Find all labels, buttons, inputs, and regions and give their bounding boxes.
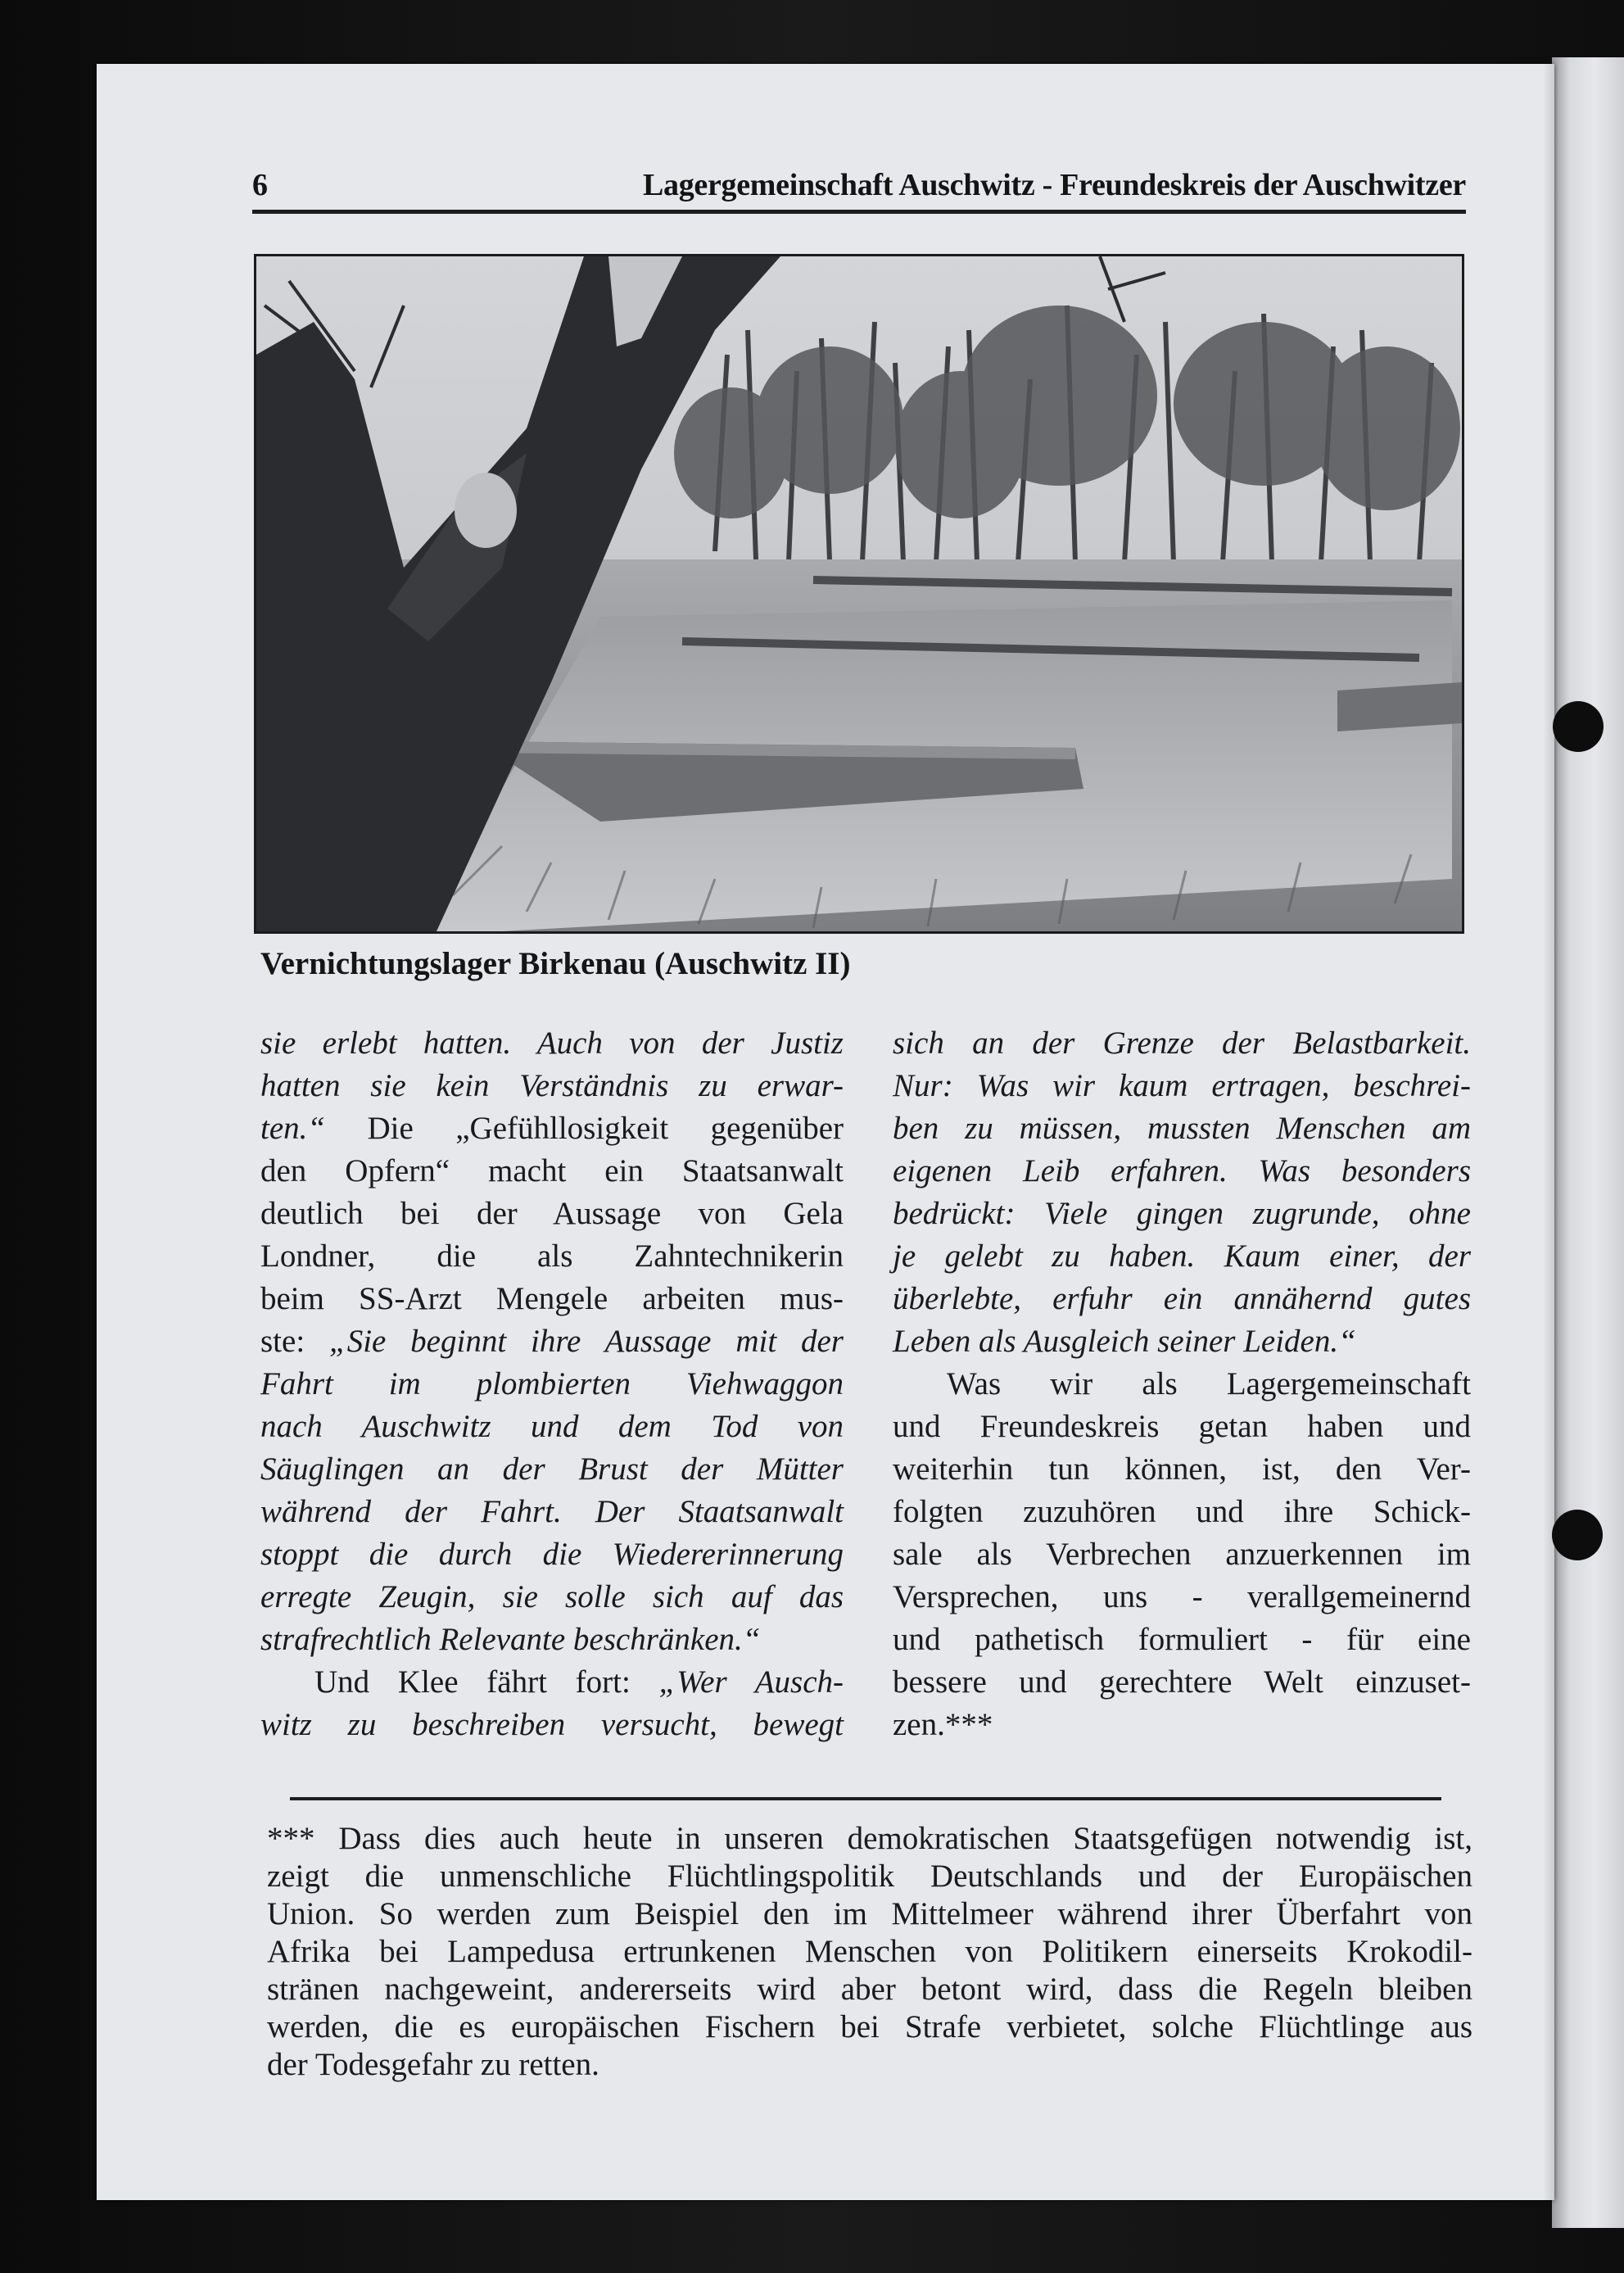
text-line <box>260 1533 844 1576</box>
text-line <box>260 1235 844 1278</box>
text-segment: beim SS-Arzt Mengele arbeiten mus- <box>260 1281 844 1316</box>
text-line <box>260 1278 844 1320</box>
text-segment: sich an der Grenze der Belastbarkeit. <box>893 1026 1471 1061</box>
text-segment: witz zu beschreiben versucht, bewegt <box>260 1707 844 1742</box>
text-line <box>267 2008 1472 2046</box>
text-line <box>260 1193 844 1235</box>
text-segment: folgten zuzuhören und ihre Schick- <box>893 1494 1471 1529</box>
photo-birkenau <box>254 254 1464 934</box>
text-line <box>260 1065 844 1107</box>
text-segment: erregte Zeugin, sie solle sich auf das <box>260 1579 844 1614</box>
text-line <box>893 1619 1471 1661</box>
adjacent-page-edge <box>1552 57 1624 2228</box>
header-rule <box>252 210 1466 214</box>
text-line <box>260 1150 844 1193</box>
text-segment: werden, die es europäischen Fischern bei Strafe verbietet, solche Flüchtlinge aus <box>267 2009 1472 2044</box>
text-line <box>893 1661 1471 1704</box>
photo-illustration <box>256 256 1462 931</box>
text-segment: der Todesgefahr zu retten. <box>267 2047 599 2082</box>
text-line <box>893 1363 1471 1406</box>
text-segment: während der Fahrt. Der Staatsanwalt <box>260 1494 844 1529</box>
text-line <box>893 1576 1471 1619</box>
text-segment: zen.*** <box>893 1707 993 1742</box>
text-line <box>260 1363 844 1406</box>
text-line <box>893 1448 1471 1491</box>
text-segment: Fahrt im plombierten Viehwaggon <box>260 1366 844 1401</box>
text-line <box>260 1661 844 1704</box>
text-line <box>260 1406 844 1448</box>
text-segment: „Wer Ausch- <box>658 1664 844 1700</box>
text-line <box>267 1971 1472 2008</box>
text-line <box>260 1448 844 1491</box>
text-segment: und pathetisch formuliert - für eine <box>893 1622 1471 1657</box>
text-segment: den Opfern“ macht ein Staatsanwalt <box>260 1153 844 1189</box>
text-segment: bessere und gerechtere Welt einzuset- <box>893 1664 1471 1700</box>
text-segment: ten.“ <box>260 1111 326 1146</box>
text-line <box>260 1619 844 1661</box>
text-line <box>260 1022 844 1065</box>
text-line <box>893 1406 1471 1448</box>
text-segment: bedrückt: Viele gingen zugrunde, ohne <box>893 1196 1471 1231</box>
text-line <box>267 1820 1472 1858</box>
text-segment: je gelebt zu haben. Kaum einer, der <box>893 1238 1471 1274</box>
text-segment: hatten sie kein Verständnis zu erwar- <box>260 1068 844 1103</box>
text-segment: ste: <box>260 1324 329 1359</box>
text-line <box>267 1895 1472 1933</box>
text-segment: Was wir als Lagergemeinschaft <box>947 1366 1471 1401</box>
text-segment: nach Auschwitz und dem Tod von <box>260 1409 844 1444</box>
text-line <box>260 1491 844 1533</box>
text-segment: stränen nachgeweint, andererseits wird aber betont wird, dass die Regeln bleiben <box>267 1972 1472 2007</box>
text-line <box>893 1235 1471 1278</box>
text-line <box>893 1022 1471 1065</box>
text-segment: und Freundeskreis getan haben und <box>893 1409 1471 1444</box>
text-line <box>893 1065 1471 1107</box>
text-segment: Und Klee fährt fort: <box>314 1664 659 1700</box>
text-line <box>267 2046 1472 2084</box>
text-line <box>260 1107 844 1150</box>
footnote <box>267 1820 1472 2084</box>
text-segment: ben zu müssen, mussten Menschen am <box>893 1111 1471 1146</box>
text-segment: eigenen Leib erfahren. Was besonders <box>893 1153 1471 1189</box>
text-segment: Nur: Was wir kaum ertragen, beschrei- <box>893 1068 1471 1103</box>
text-line <box>893 1320 1471 1363</box>
running-head <box>252 161 1466 210</box>
text-column-right <box>893 1022 1471 1746</box>
publication-title: Lagergemeinschaft Auschwitz - Freundeskreis der Auschwitzer <box>642 168 1466 202</box>
text-line <box>260 1576 844 1619</box>
text-segment: Leben als Ausgleich seiner Leiden.“ <box>893 1324 1356 1359</box>
text-segment: zeigt die unmenschliche Flüchtlingspolitik Deutschlands und der Europäischen <box>267 1859 1472 1894</box>
text-segment: sie erlebt hatten. Auch von der Justiz <box>260 1026 844 1061</box>
text-segment: Die „Gefühllosigkeit gegenüber <box>325 1111 844 1146</box>
text-segment: weiterhin tun können, ist, den Ver- <box>893 1451 1471 1487</box>
text-line <box>893 1533 1471 1576</box>
text-segment: *** Dass dies auch heute in unseren demokratischen Staatsgefügen notwendig ist, <box>267 1821 1472 1856</box>
text-line <box>893 1704 1471 1746</box>
text-line <box>893 1150 1471 1193</box>
page-number: 6 <box>252 168 268 202</box>
text-line <box>893 1107 1471 1150</box>
punch-hole <box>1552 1510 1603 1560</box>
text-segment: „Sie beginnt ihre Aussage mit der <box>329 1324 844 1359</box>
text-column-left <box>260 1022 844 1746</box>
text-segment: überlebte, erfuhr ein annähernd gutes <box>893 1281 1471 1316</box>
punch-hole <box>1553 701 1604 752</box>
text-line <box>267 1933 1472 1971</box>
text-line <box>893 1491 1471 1533</box>
text-line <box>267 1858 1472 1895</box>
text-line <box>893 1193 1471 1235</box>
text-segment: Londner, die als Zahntechnikerin <box>260 1238 844 1274</box>
text-segment: deutlich bei der Aussage von Gela <box>260 1196 844 1231</box>
text-segment: Versprechen, uns - verallgemeinernd <box>893 1579 1471 1614</box>
text-line <box>893 1278 1471 1320</box>
text-line <box>260 1320 844 1363</box>
text-segment: Afrika bei Lampedusa ertrunkenen Menschen von Politikern einerseits Krokodil- <box>267 1934 1472 1969</box>
text-segment: strafrechtlich Relevante beschränken.“ <box>260 1622 761 1657</box>
photo-caption: Vernichtungslager Birkenau (Auschwitz II) <box>260 946 851 981</box>
text-segment: Säuglingen an der Brust der Mütter <box>260 1451 844 1487</box>
text-segment: stoppt die durch die Wiedererinnerung <box>260 1537 844 1572</box>
footnote-rule <box>290 1797 1441 1800</box>
text-segment: sale als Verbrechen anzuerkennen im <box>893 1537 1471 1572</box>
text-line <box>260 1704 844 1746</box>
text-segment: Union. So werden zum Beispiel den im Mittelmeer während ihrer Überfahrt von <box>267 1896 1472 1931</box>
